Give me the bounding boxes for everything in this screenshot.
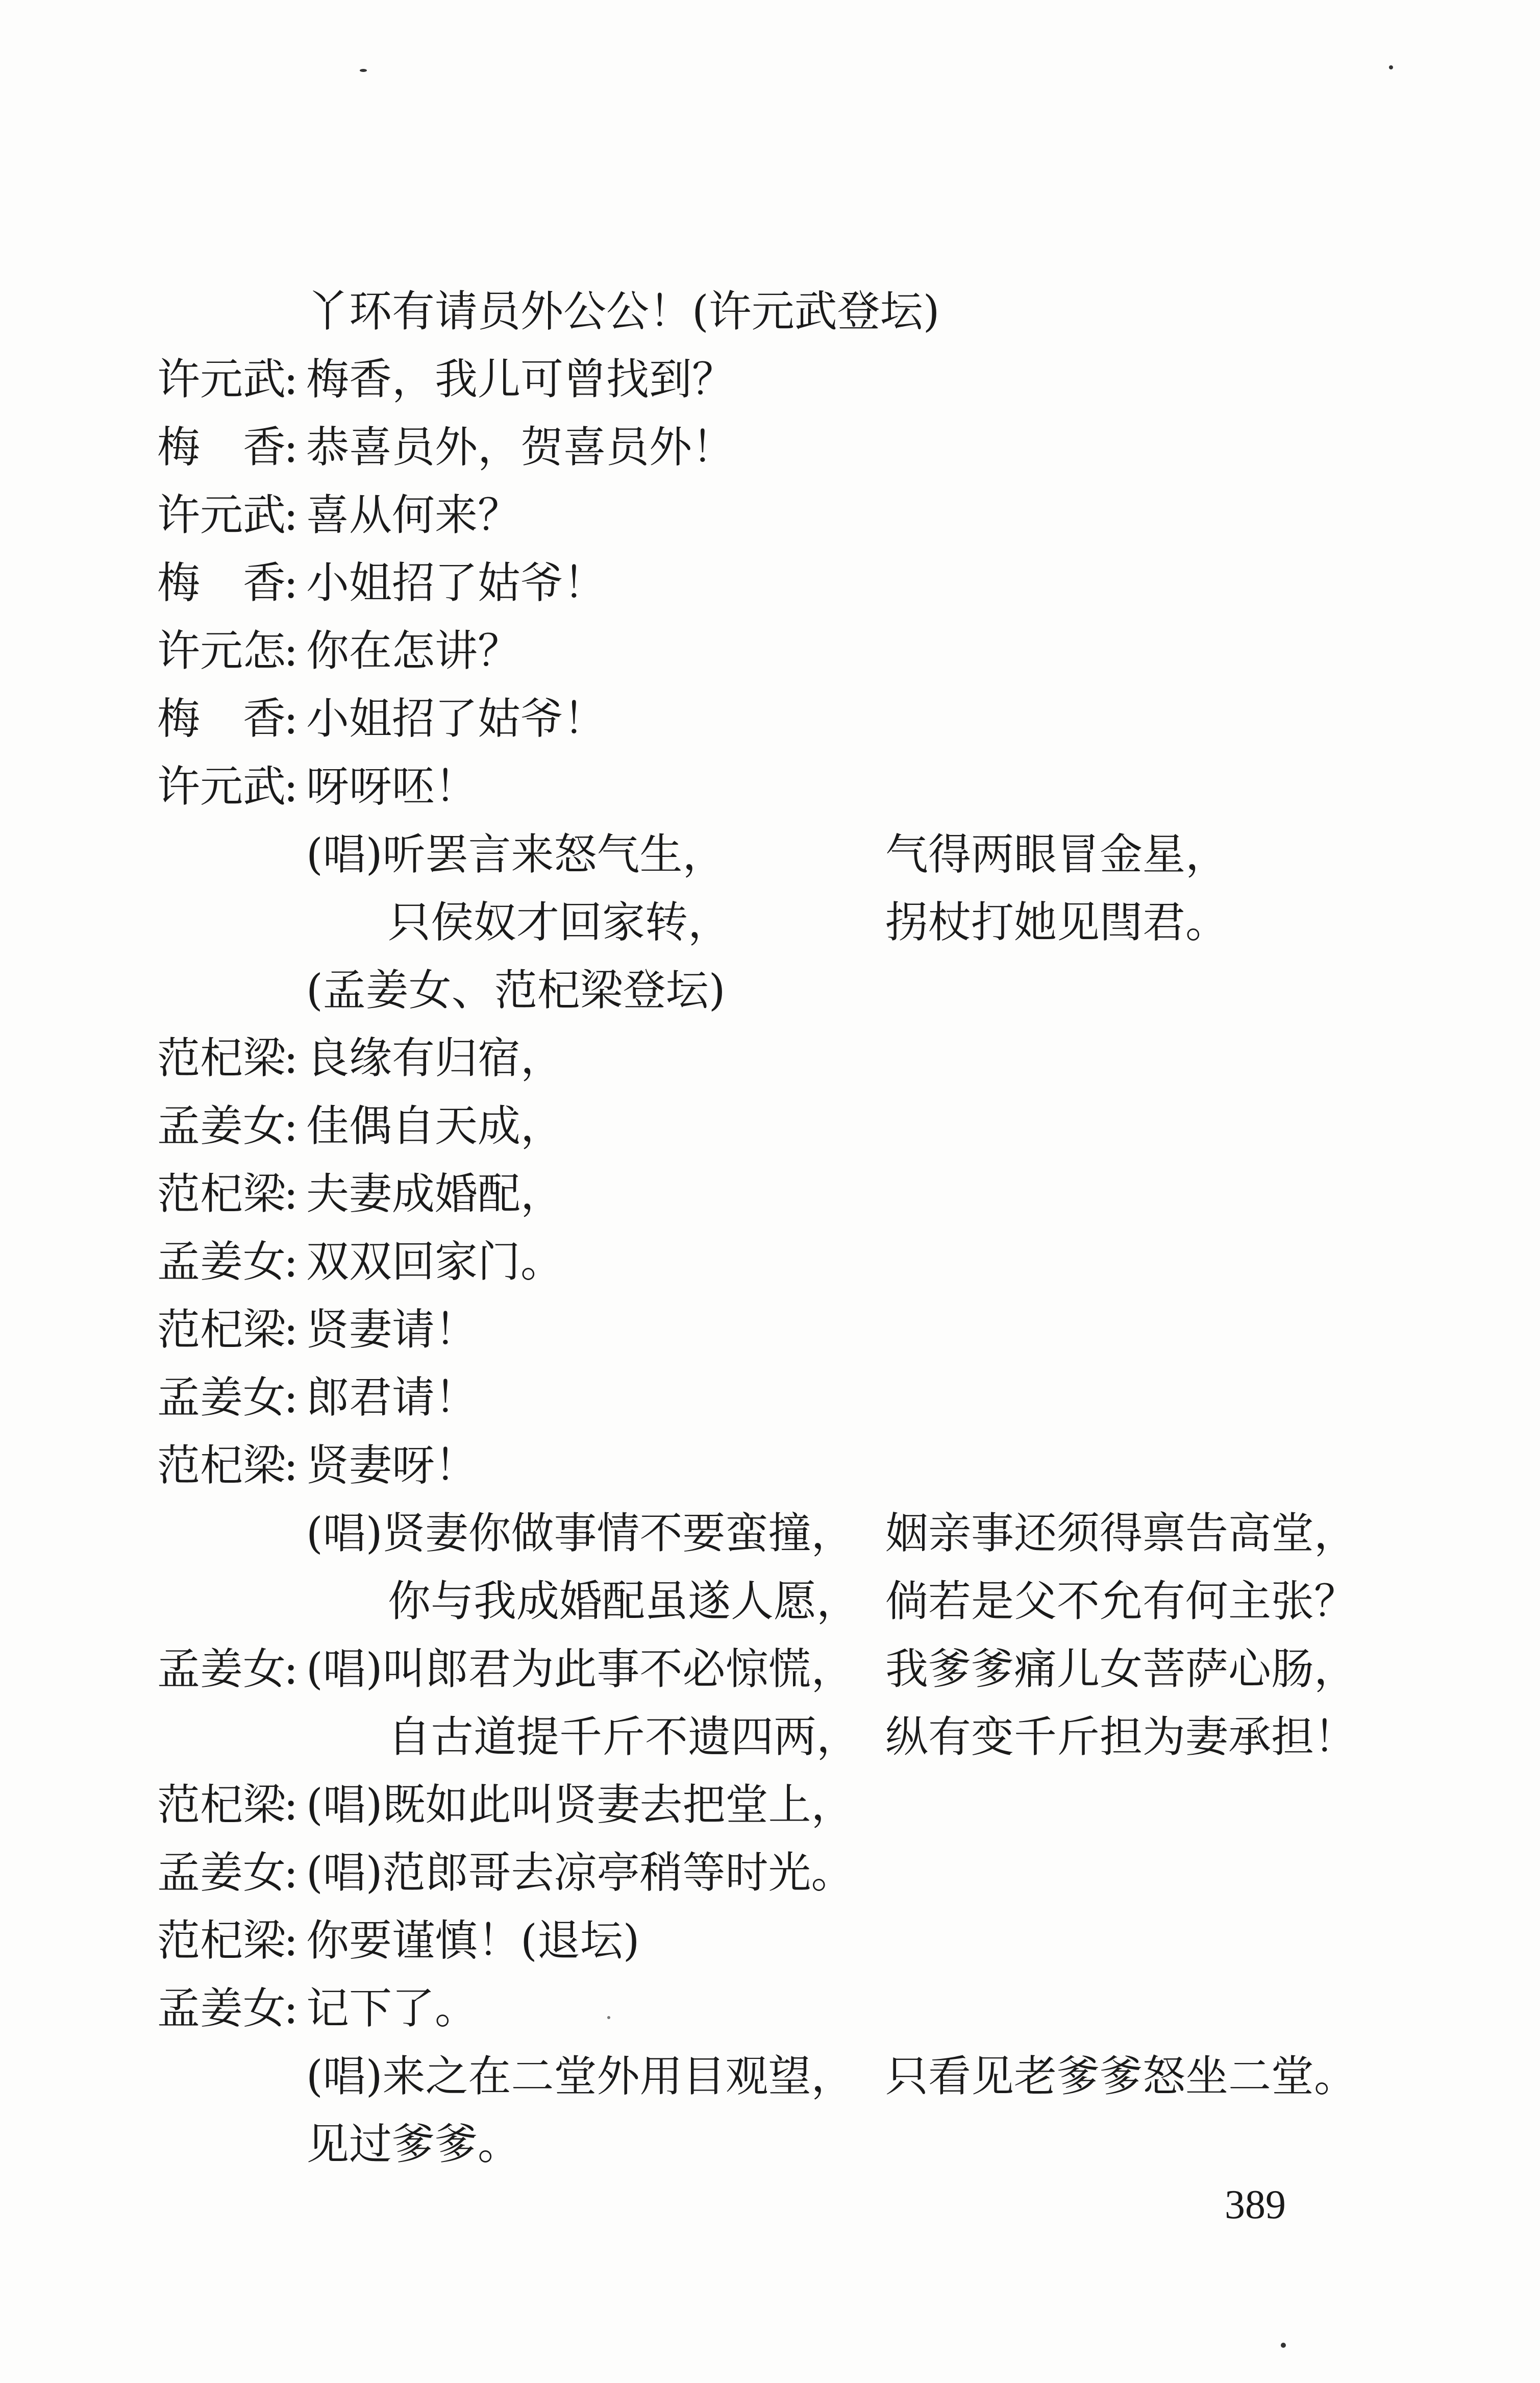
speaker-colon: : bbox=[284, 354, 299, 404]
sung-verse-second-half: 拐杖打她见閆君。 bbox=[885, 897, 1229, 947]
speaker-name: 孟姜女 bbox=[157, 1372, 286, 1422]
script-line bbox=[0, 278, 1540, 345]
dialogue-text: 呀呀呸！ bbox=[306, 761, 478, 812]
sung-verse-second-half: 姻亲事还须得禀告高堂， bbox=[885, 1508, 1357, 1558]
dialogue-text: 佳偶自天成， bbox=[306, 1101, 564, 1151]
speaker-colon: : bbox=[284, 1440, 299, 1490]
dialogue-text: 喜从何来？ bbox=[306, 490, 521, 540]
script-line bbox=[0, 1093, 1540, 1159]
speaker-colon: : bbox=[284, 422, 299, 472]
dialogue-text: 你在怎讲？ bbox=[306, 626, 521, 676]
script-line bbox=[0, 346, 1540, 412]
script-line bbox=[0, 685, 1540, 752]
speaker-colon: : bbox=[284, 1372, 299, 1422]
speaker-colon: : bbox=[284, 1033, 299, 1083]
script-line bbox=[0, 753, 1540, 820]
speaker-colon: : bbox=[284, 1237, 299, 1287]
speaker-colon: : bbox=[284, 1983, 299, 2033]
sung-verse-first-half: 只侯奴才回家转， bbox=[388, 897, 731, 947]
speaker-name: 梅 香 bbox=[157, 694, 286, 744]
script-line bbox=[0, 618, 1540, 684]
sung-verse-first-half: (唱)叫郎君为此事不必惊慌， bbox=[306, 1644, 854, 1694]
speaker-name: 孟姜女 bbox=[157, 1848, 286, 1898]
sung-verse-first-half: 你与我成婚配虽遂人愿， bbox=[388, 1576, 860, 1626]
speaker-name: 范杞梁 bbox=[157, 1169, 286, 1219]
script-line bbox=[0, 1500, 1540, 1566]
speaker-name: 许元怎 bbox=[157, 626, 286, 676]
speaker-colon: : bbox=[284, 1780, 299, 1830]
script-line bbox=[0, 1025, 1540, 1091]
dialogue-text: 良缘有归宿， bbox=[306, 1033, 564, 1083]
speaker-name: 孟姜女 bbox=[157, 1644, 286, 1694]
script-line bbox=[0, 2043, 1540, 2109]
script-line bbox=[0, 1839, 1540, 1906]
speaker-name: 孟姜女 bbox=[157, 1101, 286, 1151]
speaker-name: 范杞梁 bbox=[157, 1780, 286, 1830]
dialogue-text: 你要谨慎！(退坛) bbox=[306, 1915, 640, 1966]
scan-speck bbox=[1389, 65, 1393, 69]
speaker-name: 梅 香 bbox=[157, 558, 286, 608]
speaker-name: 许元武 bbox=[157, 490, 286, 540]
script-line bbox=[0, 821, 1540, 888]
speaker-colon: : bbox=[284, 1305, 299, 1355]
dialogue-text: 恭喜员外，贺喜员外！ bbox=[306, 422, 735, 472]
sung-verse-first-half: (唱)听罢言来怒气生， bbox=[306, 829, 726, 879]
dialogue-text: (唱)既如此叫贤妻去把堂上， bbox=[306, 1780, 854, 1830]
speaker-colon: : bbox=[284, 1915, 299, 1966]
speaker-name: 许元武 bbox=[157, 761, 286, 812]
script-line bbox=[0, 889, 1540, 955]
page-number: 389 bbox=[1225, 2182, 1286, 2227]
speaker-name: 许元武 bbox=[157, 354, 286, 404]
dialogue-text: 郎君请！ bbox=[306, 1372, 478, 1422]
script-line bbox=[0, 1296, 1540, 1363]
speaker-colon: : bbox=[284, 558, 299, 608]
script-line bbox=[0, 1704, 1540, 1770]
sung-verse-second-half: 倘若是父不允有何主张？ bbox=[885, 1576, 1357, 1626]
speaker-colon: : bbox=[284, 490, 299, 540]
speaker-name: 范杞梁 bbox=[157, 1033, 286, 1083]
scan-speck bbox=[1281, 2343, 1286, 2348]
script-line bbox=[0, 414, 1540, 480]
sung-verse-second-half: 气得两眼冒金星， bbox=[885, 829, 1229, 879]
scan-speck bbox=[360, 69, 367, 72]
speaker-colon: : bbox=[284, 1101, 299, 1151]
speaker-colon: : bbox=[284, 626, 299, 676]
speaker-name: 范杞梁 bbox=[157, 1440, 286, 1490]
dialogue-text: 梅香，我儿可曾找到？ bbox=[306, 354, 735, 404]
dialogue-text: (唱)范郎哥去凉亭稍等时光。 bbox=[306, 1848, 854, 1898]
sung-verse-first-half: (唱)来之在二堂外用目观望， bbox=[306, 2051, 854, 2101]
speaker-name: 范杞梁 bbox=[157, 1915, 286, 1966]
scan-speck bbox=[607, 2016, 610, 2019]
dialogue-text: 小姐招了姑爷！ bbox=[306, 558, 607, 608]
speaker-name: 范杞梁 bbox=[157, 1305, 286, 1355]
speaker-colon: : bbox=[284, 1169, 299, 1219]
script-line bbox=[0, 1364, 1540, 1431]
dialogue-text: 夫妻成婚配， bbox=[306, 1169, 564, 1219]
speaker-colon: : bbox=[284, 1848, 299, 1898]
sung-verse-second-half: 纵有变千斤担为妻承担！ bbox=[885, 1712, 1357, 1762]
speaker-colon: : bbox=[284, 1644, 299, 1694]
speaker-name: 孟姜女 bbox=[157, 1983, 286, 2033]
sung-verse-second-half: 只看见老爹爹怒坐二堂。 bbox=[885, 2051, 1357, 2101]
speaker-colon: : bbox=[284, 761, 299, 812]
script-line bbox=[0, 1772, 1540, 1838]
script-line bbox=[0, 1161, 1540, 1227]
dialogue-text: 小姐招了姑爷！ bbox=[306, 694, 607, 744]
dialogue-text: 记下了。 bbox=[306, 1983, 478, 2033]
sung-verse-second-half: 我爹爹痛儿女菩萨心肠， bbox=[885, 1644, 1357, 1694]
script-line bbox=[0, 957, 1540, 1023]
dialogue-text: 贤妻请！ bbox=[306, 1305, 478, 1355]
sung-verse-first-half: 自古道提千斤不遗四两， bbox=[388, 1712, 860, 1762]
sung-verse-first-half: (唱)贤妻你做事情不要蛮撞， bbox=[306, 1508, 854, 1558]
script-line bbox=[0, 1975, 1540, 2042]
speaker-colon: : bbox=[284, 694, 299, 744]
stage-direction: (孟姜女、范杞梁登坛) bbox=[306, 965, 726, 1015]
script-line bbox=[0, 482, 1540, 548]
script-line bbox=[0, 550, 1540, 616]
dialogue-text: 见过爹爹。 bbox=[306, 2119, 521, 2169]
script-line bbox=[0, 1907, 1540, 1974]
speaker-name: 梅 香 bbox=[157, 422, 286, 472]
script-line bbox=[0, 1636, 1540, 1702]
script-line bbox=[0, 1229, 1540, 1295]
dialogue-text: 双双回家门。 bbox=[306, 1237, 564, 1287]
script-line bbox=[0, 1568, 1540, 1634]
script-line bbox=[0, 2111, 1540, 2177]
script-line bbox=[0, 1432, 1540, 1498]
speaker-name: 孟姜女 bbox=[157, 1237, 286, 1287]
stage-direction: 丫环有请员外公公！(许元武登坛) bbox=[306, 286, 940, 336]
dialogue-text: 贤妻呀！ bbox=[306, 1440, 478, 1490]
